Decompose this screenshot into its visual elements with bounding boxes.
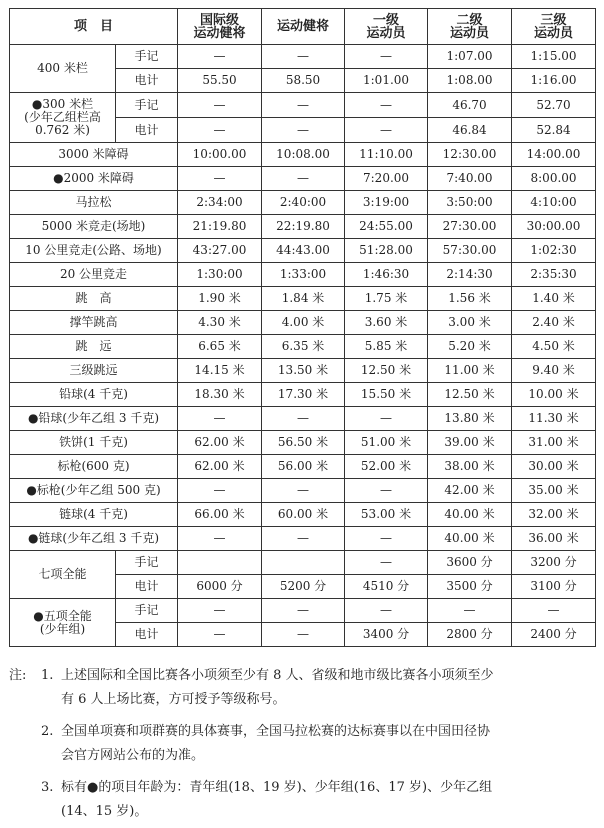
- cell-value: —: [345, 407, 428, 431]
- timing-label: 电计: [116, 575, 178, 599]
- event-name: 5000 米竞走(场地): [10, 215, 178, 239]
- cell-value: 12.50 米: [345, 359, 428, 383]
- cell-value: 17.30 米: [262, 383, 345, 407]
- event-name: 10 公里竞走(公路、场地): [10, 239, 178, 263]
- event-name: 跳 高: [10, 287, 178, 311]
- cell-value: 1.40 米: [512, 287, 596, 311]
- standards-table: [9, 8, 596, 647]
- cell-value: 12.50 米: [428, 383, 512, 407]
- cell-value: 1.90 米: [178, 287, 262, 311]
- cell-value: —: [428, 599, 512, 623]
- cell-value: 6.35 米: [262, 335, 345, 359]
- cell-value: 51.00 米: [345, 431, 428, 455]
- cell-value: 7:40.00: [428, 167, 512, 191]
- table-row: [10, 167, 596, 191]
- cell-value: 42.00 米: [428, 479, 512, 503]
- event-name: 标枪(600 克): [10, 455, 178, 479]
- note-item: [9, 776, 595, 824]
- cell-value: 40.00 米: [428, 503, 512, 527]
- cell-value: 62.00 米: [178, 431, 262, 455]
- cell-value: 11:10.00: [345, 143, 428, 167]
- event-name: ●300 米栏 (少年乙组栏高 0.762 米): [10, 93, 116, 143]
- cell-value: 6.65 米: [178, 335, 262, 359]
- note-line: 标有●的项目年龄为：青年组(18、19 岁)、少年组(16、17 岁)、少年乙组: [61, 780, 493, 795]
- cell-value: 3.00 米: [428, 311, 512, 335]
- cell-value: 56.50 米: [262, 431, 345, 455]
- cell-value: 22:19.80: [262, 215, 345, 239]
- cell-value: —: [178, 479, 262, 503]
- timing-label: 电计: [116, 69, 178, 93]
- cell-value: —: [262, 167, 345, 191]
- cell-value: —: [178, 93, 262, 118]
- event-name: 跳 远: [10, 335, 178, 359]
- note-item: [9, 664, 595, 712]
- cell-value: —: [345, 118, 428, 143]
- cell-value: 2800 分: [428, 623, 512, 647]
- cell-value: —: [178, 167, 262, 191]
- event-name: ●2000 米障碍: [10, 167, 178, 191]
- note-number: 1.: [41, 668, 54, 683]
- event-name: 铁饼(1 千克): [10, 431, 178, 455]
- cell-value: 1:15.00: [512, 45, 596, 69]
- cell-value: —: [262, 479, 345, 503]
- table-row: [10, 455, 596, 479]
- cell-value: 2.40 米: [512, 311, 596, 335]
- cell-value: 1:01.00: [345, 69, 428, 93]
- cell-value: —: [178, 623, 262, 647]
- note-number: 3.: [41, 780, 54, 795]
- table-row: [10, 599, 596, 623]
- cell-value: 3:19:00: [345, 191, 428, 215]
- cell-value: 66.00 米: [178, 503, 262, 527]
- header-row: [10, 9, 596, 45]
- cell-value: —: [262, 93, 345, 118]
- cell-value: 10:00.00: [178, 143, 262, 167]
- cell-value: 55.50: [178, 69, 262, 93]
- header-second-class: 二级 运动员: [428, 9, 512, 45]
- cell-value: 1.56 米: [428, 287, 512, 311]
- cell-value: 24:55.00: [345, 215, 428, 239]
- cell-value: —: [262, 623, 345, 647]
- cell-value: 2:35:30: [512, 263, 596, 287]
- cell-value: 52.84: [512, 118, 596, 143]
- notes-label: 注:: [9, 668, 27, 683]
- table-row: [10, 359, 596, 383]
- cell-value: 53.00 米: [345, 503, 428, 527]
- cell-value: 32.00 米: [512, 503, 596, 527]
- timing-label: 手记: [116, 93, 178, 118]
- event-name: ●五项全能 (少年组): [10, 599, 116, 647]
- cell-value: 56.00 米: [262, 455, 345, 479]
- timing-label: 手记: [116, 551, 178, 575]
- header-master: 运动健将: [262, 9, 345, 45]
- cell-value: 5.85 米: [345, 335, 428, 359]
- cell-value: —: [345, 479, 428, 503]
- cell-value: 46.84: [428, 118, 512, 143]
- cell-value: 3600 分: [428, 551, 512, 575]
- cell-value: 4.50 米: [512, 335, 596, 359]
- event-name: 3000 米障碍: [10, 143, 178, 167]
- cell-value: 10:08.00: [262, 143, 345, 167]
- timing-label: 电计: [116, 118, 178, 143]
- event-name: 撑竿跳高: [10, 311, 178, 335]
- cell-value: 1.84 米: [262, 287, 345, 311]
- table-row: [10, 431, 596, 455]
- cell-value: 40.00 米: [428, 527, 512, 551]
- event-name: 铅球(4 千克): [10, 383, 178, 407]
- cell-value: [178, 551, 262, 575]
- cell-value: —: [262, 407, 345, 431]
- cell-value: 30.00 米: [512, 455, 596, 479]
- cell-value: 3200 分: [512, 551, 596, 575]
- table-row: [10, 143, 596, 167]
- cell-value: 52.00 米: [345, 455, 428, 479]
- note-line: 全国单项赛和项群赛的具体赛事，全国马拉松赛的达标赛事以在中国田径协: [61, 724, 491, 739]
- cell-value: 15.50 米: [345, 383, 428, 407]
- cell-value: 5200 分: [262, 575, 345, 599]
- table-row: [10, 263, 596, 287]
- timing-label: 手记: [116, 45, 178, 69]
- event-name: 链球(4 千克): [10, 503, 178, 527]
- cell-value: 7:20.00: [345, 167, 428, 191]
- event-name: ●铅球(少年乙组 3 千克): [10, 407, 178, 431]
- note-line: 上述国际和全国比赛各小项须至少有 8 人、省级和地市级比赛各小项须至少: [61, 668, 494, 683]
- cell-value: 3500 分: [428, 575, 512, 599]
- cell-value: 1:30:00: [178, 263, 262, 287]
- cell-value: 30:00.00: [512, 215, 596, 239]
- cell-value: 58.50: [262, 69, 345, 93]
- table-row: [10, 335, 596, 359]
- header-item: 项 目: [10, 9, 178, 45]
- cell-value: 8:00.00: [512, 167, 596, 191]
- cell-value: 39.00 米: [428, 431, 512, 455]
- cell-value: 31.00 米: [512, 431, 596, 455]
- table-row: [10, 45, 596, 69]
- cell-value: 1:07.00: [428, 45, 512, 69]
- cell-value: 5.20 米: [428, 335, 512, 359]
- cell-value: —: [345, 527, 428, 551]
- table-row: [10, 407, 596, 431]
- cell-value: 1:46:30: [345, 263, 428, 287]
- note-number: 2.: [41, 724, 54, 739]
- cell-value: 3100 分: [512, 575, 596, 599]
- cell-value: [262, 551, 345, 575]
- event-name: ●链球(少年乙组 3 千克): [10, 527, 178, 551]
- cell-value: 2:14:30: [428, 263, 512, 287]
- cell-value: —: [345, 45, 428, 69]
- cell-value: 14.15 米: [178, 359, 262, 383]
- cell-value: 36.00 米: [512, 527, 596, 551]
- table-row: [10, 239, 596, 263]
- cell-value: —: [178, 407, 262, 431]
- timing-label: 手记: [116, 599, 178, 623]
- event-name: 400 米栏: [10, 45, 116, 93]
- cell-value: 2:34:00: [178, 191, 262, 215]
- cell-value: —: [178, 118, 262, 143]
- cell-value: 11.00 米: [428, 359, 512, 383]
- note-line: 会官方网站公布的为准。: [61, 748, 205, 763]
- cell-value: —: [178, 45, 262, 69]
- cell-value: 1:08.00: [428, 69, 512, 93]
- cell-value: 14:00.00: [512, 143, 596, 167]
- cell-value: 3:50:00: [428, 191, 512, 215]
- cell-value: 51:28.00: [345, 239, 428, 263]
- event-name: 三级跳远: [10, 359, 178, 383]
- cell-value: 62.00 米: [178, 455, 262, 479]
- cell-value: 4.00 米: [262, 311, 345, 335]
- cell-value: 44:43.00: [262, 239, 345, 263]
- cell-value: 46.70: [428, 93, 512, 118]
- cell-value: 27:30.00: [428, 215, 512, 239]
- cell-value: 4:10:00: [512, 191, 596, 215]
- table-row: [10, 215, 596, 239]
- cell-value: 11.30 米: [512, 407, 596, 431]
- cell-value: —: [262, 118, 345, 143]
- table-row: [10, 191, 596, 215]
- table-row: [10, 527, 596, 551]
- cell-value: —: [345, 93, 428, 118]
- note-line: 有 6 人上场比赛，方可授予等级称号。: [61, 692, 286, 707]
- cell-value: 35.00 米: [512, 479, 596, 503]
- cell-value: 4510 分: [345, 575, 428, 599]
- cell-value: 43:27.00: [178, 239, 262, 263]
- table-row: [10, 383, 596, 407]
- table-row: [10, 503, 596, 527]
- cell-value: 60.00 米: [262, 503, 345, 527]
- table-row: [10, 311, 596, 335]
- event-name: ●标枪(少年乙组 500 克): [10, 479, 178, 503]
- note-line: (14、15 岁)。: [61, 804, 148, 819]
- cell-value: 1:02:30: [512, 239, 596, 263]
- cell-value: 18.30 米: [178, 383, 262, 407]
- cell-value: —: [345, 551, 428, 575]
- cell-value: 1:16.00: [512, 69, 596, 93]
- notes: [9, 664, 595, 824]
- cell-value: 13.50 米: [262, 359, 345, 383]
- cell-value: 3.60 米: [345, 311, 428, 335]
- cell-value: 9.40 米: [512, 359, 596, 383]
- table-row: [10, 93, 596, 118]
- cell-value: 38.00 米: [428, 455, 512, 479]
- cell-value: 3400 分: [345, 623, 428, 647]
- cell-value: 52.70: [512, 93, 596, 118]
- table-row: [10, 551, 596, 575]
- timing-label: 电计: [116, 623, 178, 647]
- event-name: 七项全能: [10, 551, 116, 599]
- cell-value: —: [178, 599, 262, 623]
- header-first-class: 一级 运动员: [345, 9, 428, 45]
- cell-value: —: [262, 599, 345, 623]
- event-name: 20 公里竞走: [10, 263, 178, 287]
- cell-value: 2:40:00: [262, 191, 345, 215]
- cell-value: —: [512, 599, 596, 623]
- cell-value: 57:30.00: [428, 239, 512, 263]
- cell-value: 21:19.80: [178, 215, 262, 239]
- table-row: [10, 287, 596, 311]
- cell-value: —: [262, 527, 345, 551]
- event-name: 马拉松: [10, 191, 178, 215]
- table-row: [10, 479, 596, 503]
- cell-value: —: [262, 45, 345, 69]
- cell-value: 12:30.00: [428, 143, 512, 167]
- cell-value: 4.30 米: [178, 311, 262, 335]
- header-international-master: 国际级 运动健将: [178, 9, 262, 45]
- cell-value: 6000 分: [178, 575, 262, 599]
- cell-value: 1:33:00: [262, 263, 345, 287]
- cell-value: 2400 分: [512, 623, 596, 647]
- cell-value: 13.80 米: [428, 407, 512, 431]
- note-item: [9, 720, 595, 768]
- cell-value: —: [345, 599, 428, 623]
- cell-value: 1.75 米: [345, 287, 428, 311]
- cell-value: 10.00 米: [512, 383, 596, 407]
- cell-value: —: [178, 527, 262, 551]
- header-third-class: 三级 运动员: [512, 9, 596, 45]
